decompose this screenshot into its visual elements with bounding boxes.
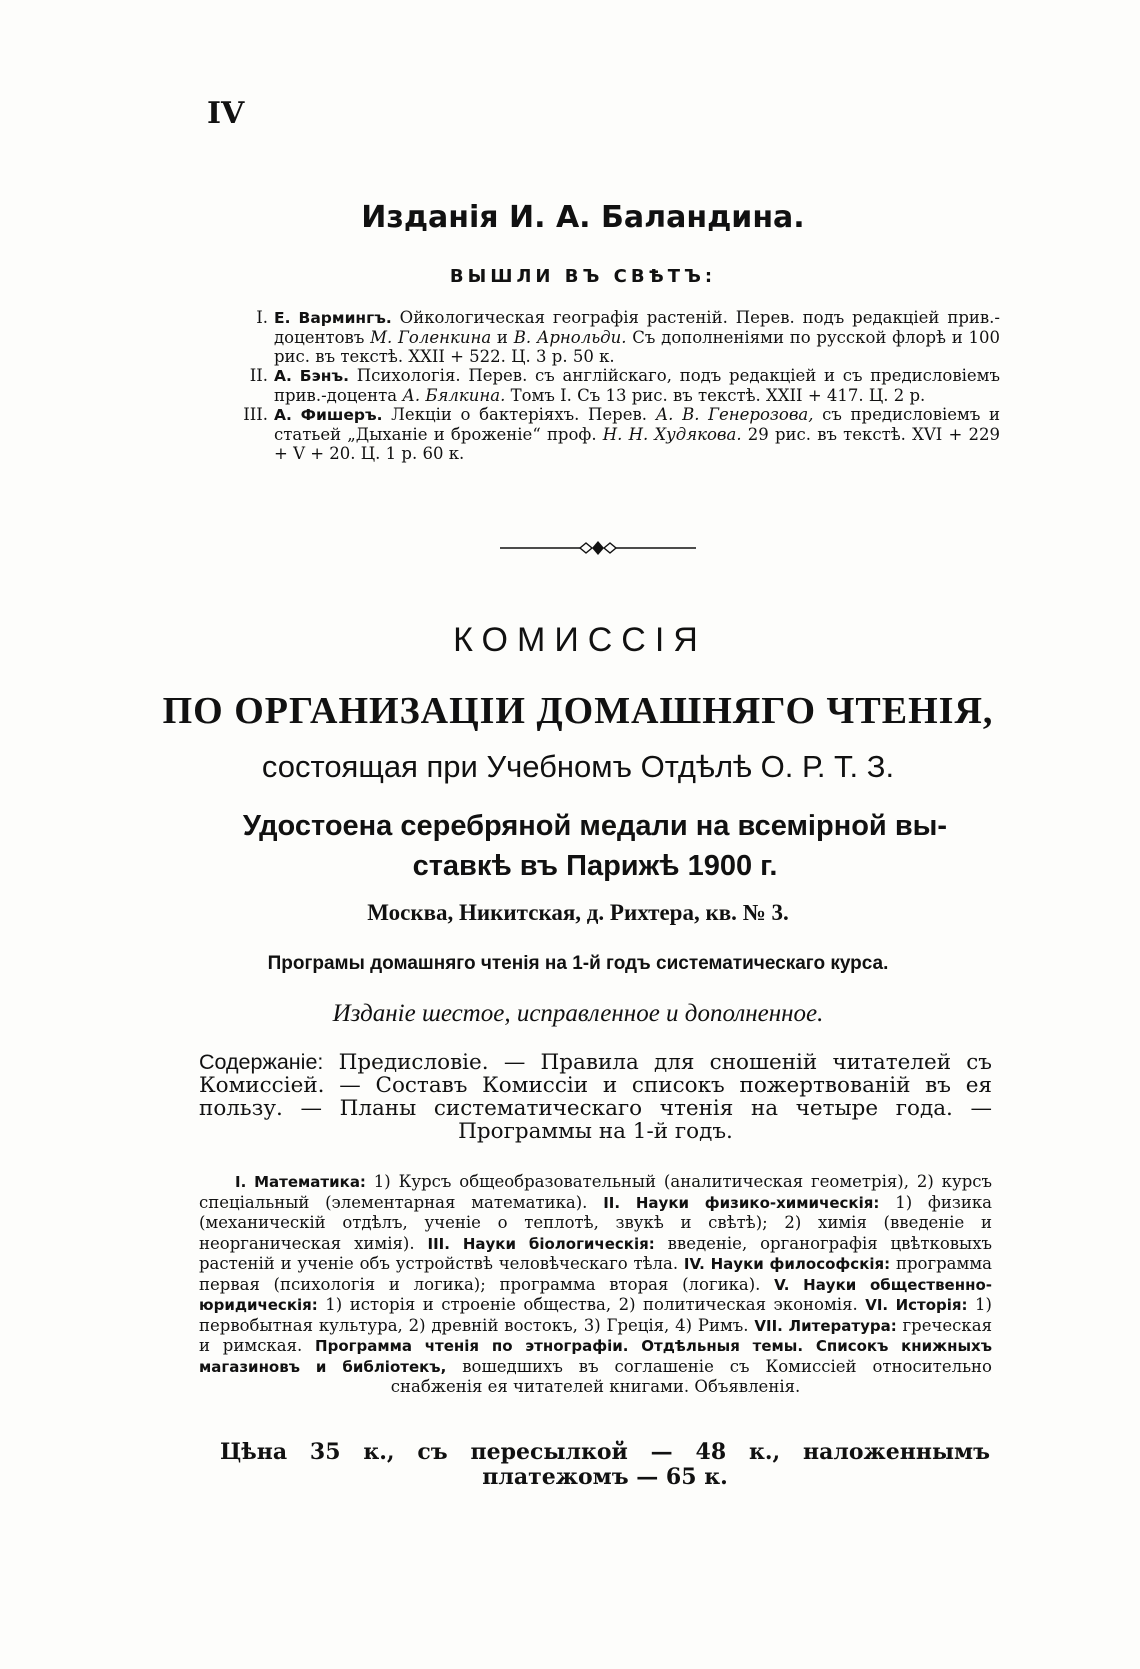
outline-heading: II. Науки физико-химическія: <box>603 1193 880 1212</box>
book-entry <box>240 308 1000 366</box>
outline-text: 1) физика (механическій отдѣлъ, ученіе о теплотѣ, звукѣ и свѣтѣ); 2) химія (введеніе и неорганическая химія). <box>199 1192 992 1253</box>
book-editor: А. Бялкина. <box>402 386 506 405</box>
ornament-divider <box>500 538 696 558</box>
book-editor: А. В. Генерозова, <box>655 405 814 424</box>
book-text: Съ дополненіями по русской флорѣ и 100 рис. въ текстѣ. XXII + 522. Ц. 3 р. 50 к. <box>274 328 1000 366</box>
outline-text: вошедшихъ въ соглашеніе съ Комиссіей относительно снабженія ея читателей книгами. Объявленія. <box>390 1356 992 1396</box>
organization-title: ПО ОРГАНИЗАЦІИ ДОМАШНЯГО ЧТЕНІЯ, <box>162 690 994 732</box>
book-editor: М. Голенкина <box>370 328 492 347</box>
address: Москва, Никитская, д. Рихтера, кв. № 3. <box>367 900 789 925</box>
book-text: Томъ I. Съ 13 рис. въ текстѣ. XXII + 417. Ц. 2 р. <box>505 386 926 405</box>
medal-notice <box>200 806 990 886</box>
edition-note: Изданіе шестое, исправленное и дополненное. <box>332 1000 824 1027</box>
book-number: II. <box>249 366 268 385</box>
contents-label: Содержаніе: <box>199 1050 324 1074</box>
book-entry <box>240 366 1000 405</box>
book-number: I. <box>256 308 268 327</box>
book-list <box>240 308 1000 463</box>
book-entry <box>240 405 1000 463</box>
outline-text: 1) исторія и строеніе общества, 2) политическая экономія. <box>317 1295 866 1314</box>
program-outline <box>199 1172 992 1398</box>
programs-title: Програмы домашняго чтенія на 1-й годъ систематическаго курса. <box>267 953 889 974</box>
book-editor: Н. Н. Худякова. <box>602 425 742 444</box>
outline-text: 1) Курсъ общеобразовательный (аналитическая геометрія), 2) курсъ спеціальный (элементарная математика). <box>199 1172 992 1212</box>
outline-heading: VII. Литература: <box>754 1316 897 1335</box>
book-author: А. Фишеръ. <box>274 406 383 424</box>
outline-heading: III. Науки біологическія: <box>427 1234 655 1253</box>
book-text: 29 рис. въ текстѣ. XVI + 229 + V + 20. Ц. 1 р. 60 к. <box>274 425 1000 463</box>
outline-text: программа первая (психологія и логика); программа вторая (логика). <box>199 1254 992 1294</box>
book-text: Лекціи о бактеріяхъ. Перев. <box>382 405 656 424</box>
contents-text: Предисловіе. — Правила для сношеній читателей съ Комиссіей. — Составъ Комиссіи и списокъ пожертвованій въ ея пользу. — Планы систематическаго чтенія на четыре года. — Программы на 1-й годъ. <box>199 1050 992 1144</box>
book-text: съ предисловіемъ и статьей „Дыханіе и броженіе“ проф. <box>274 405 1000 444</box>
book-editor: В. Арнольди. <box>513 328 627 347</box>
outline-heading: V. Науки общественно-юридическія: <box>199 1275 992 1314</box>
commission-title: КОМИССІЯ <box>453 621 707 659</box>
outline-heading: VI. Исторія: <box>865 1296 968 1314</box>
outline-heading: IV. Науки философскія: <box>683 1255 891 1273</box>
book-text: Психологія. Перев. съ англійскаго, подъ редакціей и съ предисловіемъ прив.-доцента <box>274 366 1000 405</box>
outline-text: греческая и римская. <box>199 1315 992 1355</box>
outline-text: введеніе, органографія цвѣтковыхъ растеній и ученіе объ устройствѣ человѣческаго тѣла. <box>199 1233 992 1273</box>
attached-to: состоящая при Учебномъ Отдѣлѣ О. Р. Т. З. <box>261 749 895 784</box>
contents-paragraph <box>199 1051 992 1143</box>
book-number: III. <box>243 405 268 424</box>
page-number: IV <box>207 96 245 131</box>
book-author: А. Бэнъ. <box>274 367 350 385</box>
outline-heading: Программа чтенія по этнографіи. Отдѣльныя темы. Списокъ книжныхъ магазиновъ и библіотекъ, <box>199 1337 992 1376</box>
book-text: Ойкологическая географія растеній. Перев. подъ редакціей прив.-доцентовъ <box>274 308 1000 347</box>
outline-heading: I. Математика: <box>235 1173 366 1191</box>
issued-label: ВЫШЛИ ВЪ СВѢТЪ: <box>449 266 717 287</box>
outline-text: 1) первобытная культура, 2) древній востокъ, 3) Греція, 4) Римъ. <box>199 1295 992 1335</box>
medal-line: ставкѣ въ Парижѣ 1900 г. <box>412 850 778 882</box>
publisher-heading: Изданія И. А. Баландина. <box>361 200 805 235</box>
price-line: Цѣна 35 к., съ пересылкой — 48 к., наложеннымъ платежомъ — 65 к. <box>220 1439 990 1490</box>
book-author: Е. Вармингъ. <box>274 309 392 327</box>
book-text: и <box>491 328 514 347</box>
medal-line: Удостоена серебряной медали на всемірной вы- <box>242 810 948 842</box>
